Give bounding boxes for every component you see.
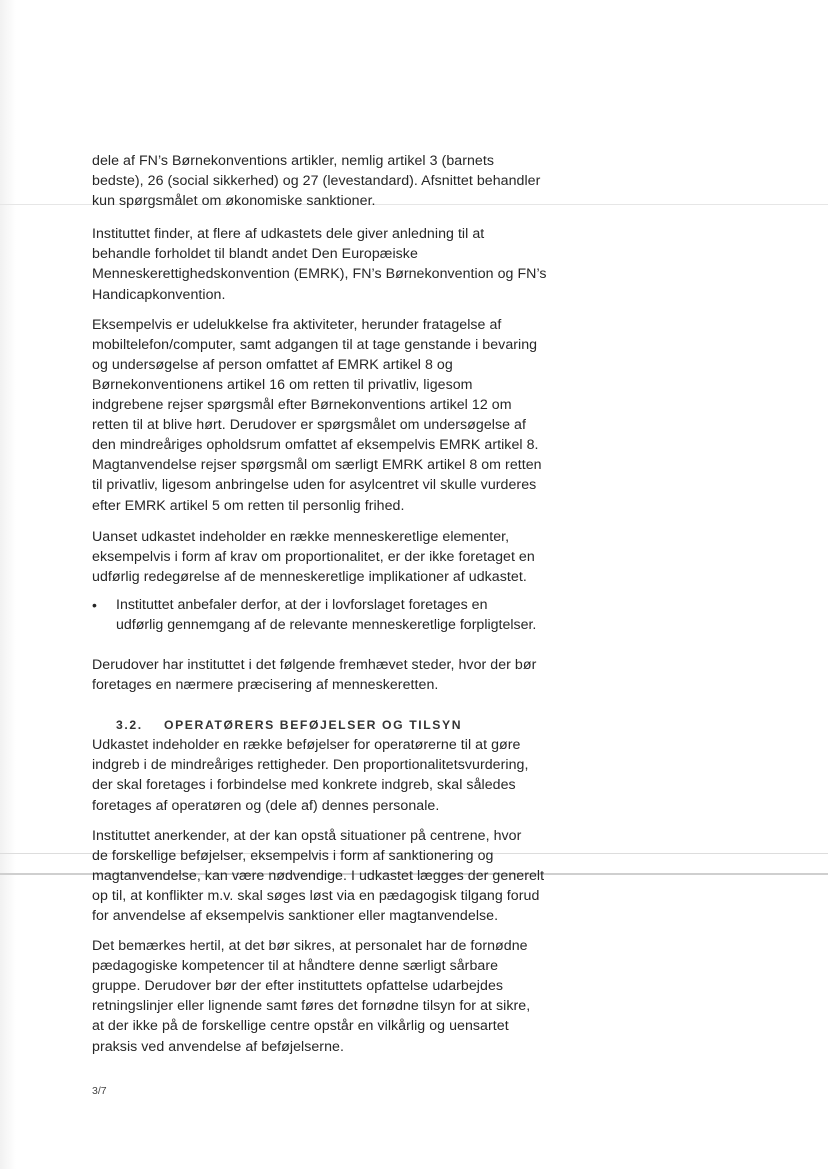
body-paragraph (92, 826, 562, 926)
text-line: indgrebene rejser spørgsmål efter Børnekonventions artikel 12 om (92, 397, 512, 414)
body-paragraph (92, 735, 562, 815)
body-paragraph (92, 655, 562, 695)
text-line: Det bemærkes hertil, at det bør sikres, at personalet har de fornødne (92, 938, 528, 955)
text-line: Børnekonventionens artikel 16 om retten til privatliv, ligesom (92, 376, 473, 393)
body-paragraph (92, 224, 562, 304)
text-line: magtanvendelse, kan være nødvendige. I udkastet lægges der generelt (92, 867, 545, 884)
text-line: mobiltelefon/computer, samt adgangen til at tage genstande i bevaring (92, 336, 538, 353)
text-line: den mindreåriges opholdsrum omfattet af eksempelvis EMRK artikel 8. (92, 437, 539, 454)
section-heading (92, 715, 562, 735)
text-line: op til, at konflikter m.v. skal søges løst via en pædagogisk tilgang forud (92, 887, 540, 904)
text-line: udførlig gennemgang af de relevante menneskeretlige forpligtelser. (116, 616, 537, 633)
section-title: OPERATØRERS BEFØJELSER OG TILSYN (164, 718, 463, 733)
text-line: Handicapkonvention. (92, 286, 226, 303)
body-paragraph (92, 315, 562, 516)
text-line: Uanset udkastet indeholder en række menneskeretlige elementer, (92, 528, 510, 545)
text-line: bedste), 26 (social sikkerhed) og 27 (levestandard). Afsnittet behandler (92, 173, 541, 190)
scan-edge-shadow (0, 0, 16, 1169)
text-line: der skal foretages i forbindelse med konkrete indgreb, skal således (92, 777, 516, 794)
text-line: behandle forholdet til blandt andet Den Europæiske (92, 246, 418, 263)
text-line: de forskellige beføjelser, eksempelvis i form af sanktionering og (92, 847, 494, 864)
recommendation-bullet (92, 595, 562, 635)
body-paragraph (92, 936, 562, 1057)
text-line: praksis ved anvendelse af beføjelserne. (92, 1038, 344, 1055)
text-line: foretages en nærmere præcisering af menneskeretten. (92, 677, 439, 694)
recommendation-text (116, 595, 536, 635)
text-line: eksempelvis i form af krav om proportionalitet, er der ikke foretaget en (92, 548, 535, 565)
section-number: 3.2. (116, 718, 143, 733)
text-line: dele af FN’s Børnekonventions artikler, nemlig artikel 3 (barnets (92, 153, 494, 169)
text-line: gruppe. Derudover bør der efter instituttets opfattelse udarbejdes (92, 978, 504, 995)
text-line: foretages af operatøren og (dele af) dennes personale. (92, 797, 440, 814)
text-line: udførlig redegørelse af de menneskeretlige implikationer af udkastet. (92, 568, 527, 585)
text-line: Derudover har instituttet i det følgende fremhævet steder, hvor der bør (92, 657, 537, 674)
text-line: kun spørgsmålet om økonomiske sanktioner. (92, 193, 376, 210)
text-line: Magtanvendelse rejser spørgsmål om særligt EMRK artikel 8 om retten (92, 457, 542, 474)
text-line: Udkastet indeholder en række beføjelser for operatørerne til at gøre (92, 737, 521, 754)
document-body (92, 151, 562, 1057)
text-line: for anvendelse af eksempelvis sanktioner eller magtanvendelse. (92, 908, 499, 924)
text-line: til privatliv, ligesom anbringelse uden for asylcentret vil skulle vurderes (92, 477, 537, 494)
text-line: pædagogiske kompetencer til at håndtere denne særligt sårbare (92, 958, 499, 975)
text-line: indgreb i de mindreåriges rettigheder. Den proportionalitetsvurdering, (92, 757, 529, 774)
bullet-marker: • (92, 596, 97, 613)
text-line: Instituttet finder, at flere af udkastets dele giver anledning til at (92, 226, 485, 243)
text-line: Instituttet anerkender, at der kan opstå situationer på centrene, hvor (92, 827, 522, 844)
text-line: Menneskerettighedskonvention (EMRK), FN’s Børnekonvention og FN’s (92, 266, 547, 283)
body-paragraph (92, 527, 562, 587)
text-line: at der ikke på de forskellige centre opstår en vilkårlig og uensartet (92, 1018, 509, 1035)
intro-paragraph (92, 151, 562, 211)
text-line: efter EMRK artikel 5 om retten til personlig frihed. (92, 497, 405, 514)
text-line: Eksempelvis er udelukkelse fra aktiviteter, herunder fratagelse af (92, 316, 502, 333)
page-number: 3/7 (92, 1085, 107, 1097)
text-line: retningslinjer eller lignende samt føres det fornødne tilsyn for at sikre, (92, 998, 531, 1015)
text-line: Instituttet anbefaler derfor, at der i lovforslaget foretages en (116, 596, 488, 613)
text-line: og undersøgelse af person omfattet af EMRK artikel 8 og (92, 356, 453, 373)
text-line: retten til at blive hørt. Derudover er spørgsmålet om undersøgelse af (92, 417, 526, 434)
